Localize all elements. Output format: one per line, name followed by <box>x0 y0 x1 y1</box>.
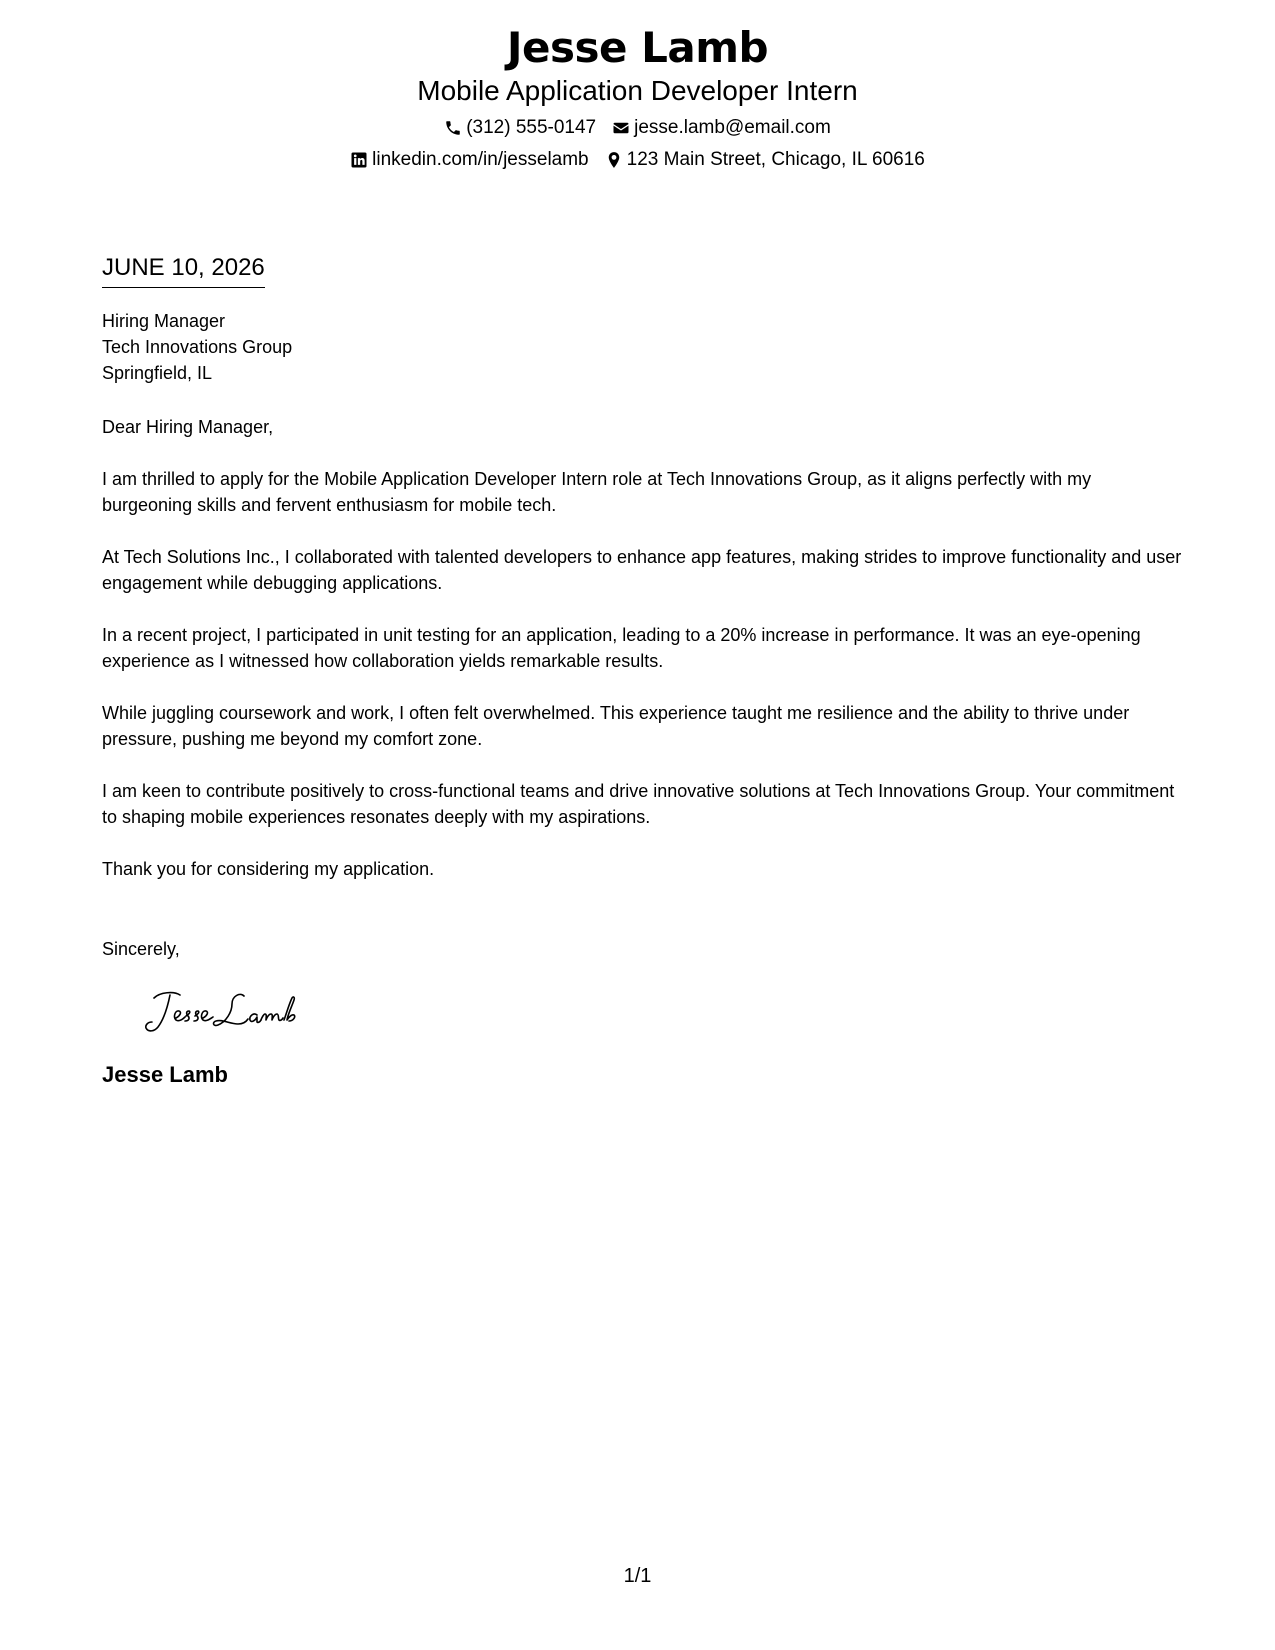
body-paragraph: At Tech Solutions Inc., I collaborated with talented developers to enhance app features, making strides to improve functionality and user engagement while debugging applications. <box>102 547 1182 593</box>
contact-row-1 <box>0 116 1275 140</box>
letter-date: JUNE 10, 2026 <box>102 253 265 288</box>
job-title: Mobile Application Developer Intern <box>417 75 858 106</box>
contact-phone <box>444 116 596 140</box>
envelope-icon <box>612 119 630 137</box>
closing: Sincerely, <box>102 939 180 959</box>
body-paragraph: I am keen to contribute positively to cross-functional teams and drive innovative solutions at Tech Innovations Group. Your commitment to shaping mobile experiences resonates deeply with my aspirations. <box>102 781 1175 827</box>
contact-row-2 <box>0 148 1275 172</box>
letter-body <box>102 253 1182 1089</box>
email-text: jesse.lamb@email.com <box>634 117 831 138</box>
body-paragraph: While juggling coursework and work, I often felt overwhelmed. This experience taught me resilience and the ability to thrive under pressure, pushing me beyond my comfort zone. <box>102 703 1130 749</box>
salutation: Dear Hiring Manager, <box>102 417 274 437</box>
map-marker-icon <box>605 151 623 169</box>
letter-header <box>0 22 1275 172</box>
body-paragraph: Thank you for considering my application. <box>102 859 435 879</box>
body-paragraph: In a recent project, I participated in unit testing for an application, leading to a 20% increase in performance. It was an eye-opening experience as I witnessed how collaboration yields remarkable results. <box>102 625 1141 671</box>
signature-image <box>140 984 330 1040</box>
body-paragraph: I am thrilled to apply for the Mobile Application Developer Intern role at Tech Innovations Group, as it aligns perfectly with my burgeoning skills and fervent enthusiasm for mobile tech. <box>102 469 1092 515</box>
contact-address <box>605 148 925 172</box>
recipient-line: Springfield, IL <box>102 363 213 383</box>
contact-linkedin <box>350 148 589 172</box>
recipient-line: Hiring Manager <box>102 311 226 331</box>
contact-email <box>612 116 831 140</box>
linkedin-icon <box>350 151 368 169</box>
linkedin-text: linkedin.com/in/jesselamb <box>372 149 589 170</box>
recipient-line: Tech Innovations Group <box>102 337 293 357</box>
signed-name: Jesse Lamb <box>102 1062 228 1087</box>
recipient-block <box>102 308 1182 386</box>
page-number: 1/1 <box>623 1565 652 1587</box>
address-text: 123 Main Street, Chicago, IL 60616 <box>626 149 925 170</box>
phone-icon <box>444 119 462 137</box>
applicant-name: Jesse Lamb <box>506 23 769 72</box>
phone-text: (312) 555-0147 <box>466 117 597 138</box>
